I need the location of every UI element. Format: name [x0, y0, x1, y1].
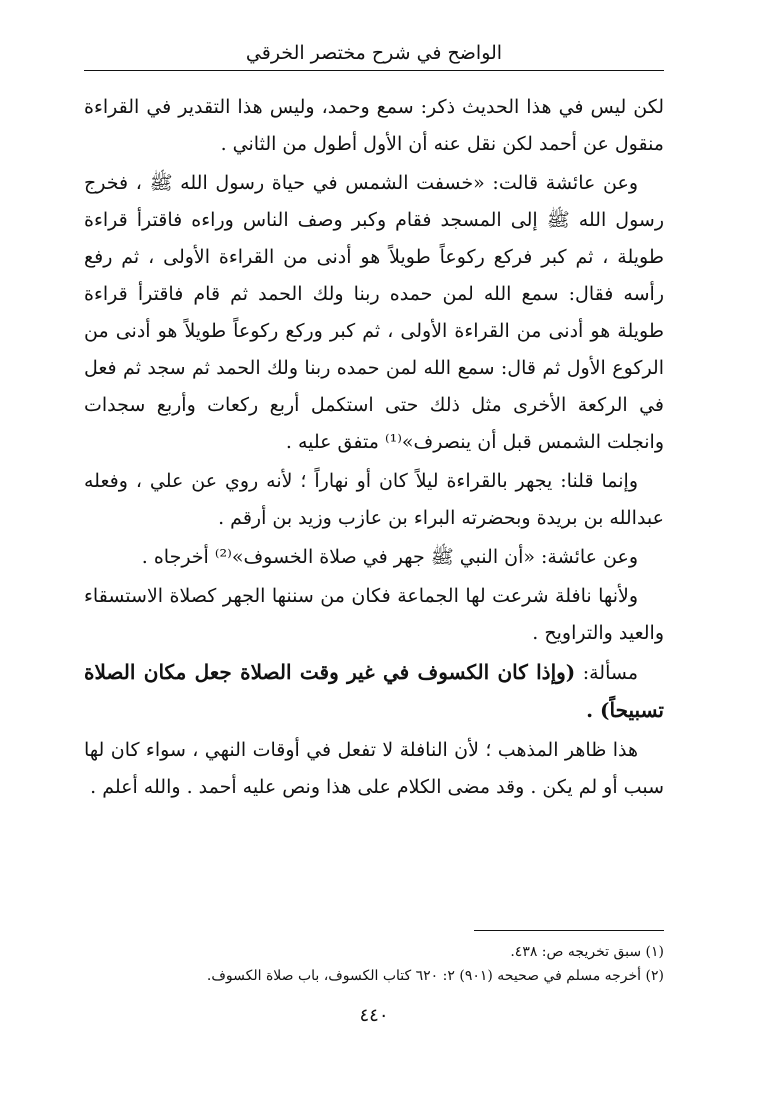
- paragraph-3: وإنما قلنا: يجهر بالقراءة ليلاً كان أو نهاراً ؛ لأنه روي عن علي ، وفعله عبدالله بن بريدة وبحضرته البراء بن عازب وزيد بن أرقم .: [84, 470, 664, 529]
- footnote-2: (٢) أخرجه مسلم في صحيحه (٩٠١) ٢: ٦٢٠ كتاب الكسوف، باب صلاة الكسوف.: [206, 968, 664, 984]
- paragraph-1: لكن ليس في هذا الحديث ذكر: سمع وحمد، وليس هذا التقدير في القراءة منقول عن أحمد لكن نقل عنه أن الأول أطول من الثاني .: [84, 96, 664, 155]
- issue-label: مسألة:: [582, 662, 638, 684]
- book-page: [84, 40, 664, 1070]
- footnote-1: (١) سبق تخريجه ص: ٤٣٨.: [510, 944, 664, 960]
- main-text: [84, 89, 664, 806]
- running-head: الواضح في شرح مختصر الخرقي: [84, 40, 664, 71]
- footnotes: [84, 940, 664, 988]
- page-number: ٤٤٠: [359, 1005, 389, 1026]
- paragraph-5: ولأنها نافلة شرعت لها الجماعة فكان من سننها الجهر كصلاة الاستسقاء والعيد والتراويح .: [84, 585, 664, 644]
- issue-paragraph: [84, 654, 664, 730]
- footnote-divider: [474, 930, 664, 931]
- paragraph-2: وعن عائشة قالت: «خسفت الشمس في حياة رسول الله ﷺ ، فخرج رسول الله ﷺ إلى المسجد فقام وكبر وصف الناس وراءه فاقترأ قراءة طويلة ، ثم كبر فركع ركوعاً طويلاً هو أدنى من القراءة الأولى ، ثم رفع رأسه فقال: سمع الله لمن حمده ربنا ولك الحمد ثم قام فاقترأ قراءة طويلة هو أدنى من القراءة الأولى ، ثم كبر وركع ركوعاً طويلاً هو أدنى من الركوع الأول ثم قال: سمع الله لمن حمده ربنا ولك الحمد ثم سجد ثم فعل في الركعة الأخرى مثل ذلك حتى استكمل أربع ركعات وأربع سجدات وانجلت الشمس قبل أن ينصرف»⁽¹⁾ متفق عليه .: [84, 172, 664, 453]
- paragraph-4: وعن عائشة: «أن النبي ﷺ جهر في صلاة الخسوف»⁽²⁾ أخرجاه .: [141, 546, 638, 568]
- closing-paragraph: هذا ظاهر المذهب ؛ لأن النافلة لا تفعل في أوقات النهي ، سواء كان لها سبب أو لم يكن . وقد مضى الكلام على هذا ونص عليه أحمد . والله أعلم .: [84, 739, 664, 798]
- issue-text: (وإذا كان الكسوف في غير وقت الصلاة جعل مكان الصلاة تسبيحاً) .: [84, 660, 664, 722]
